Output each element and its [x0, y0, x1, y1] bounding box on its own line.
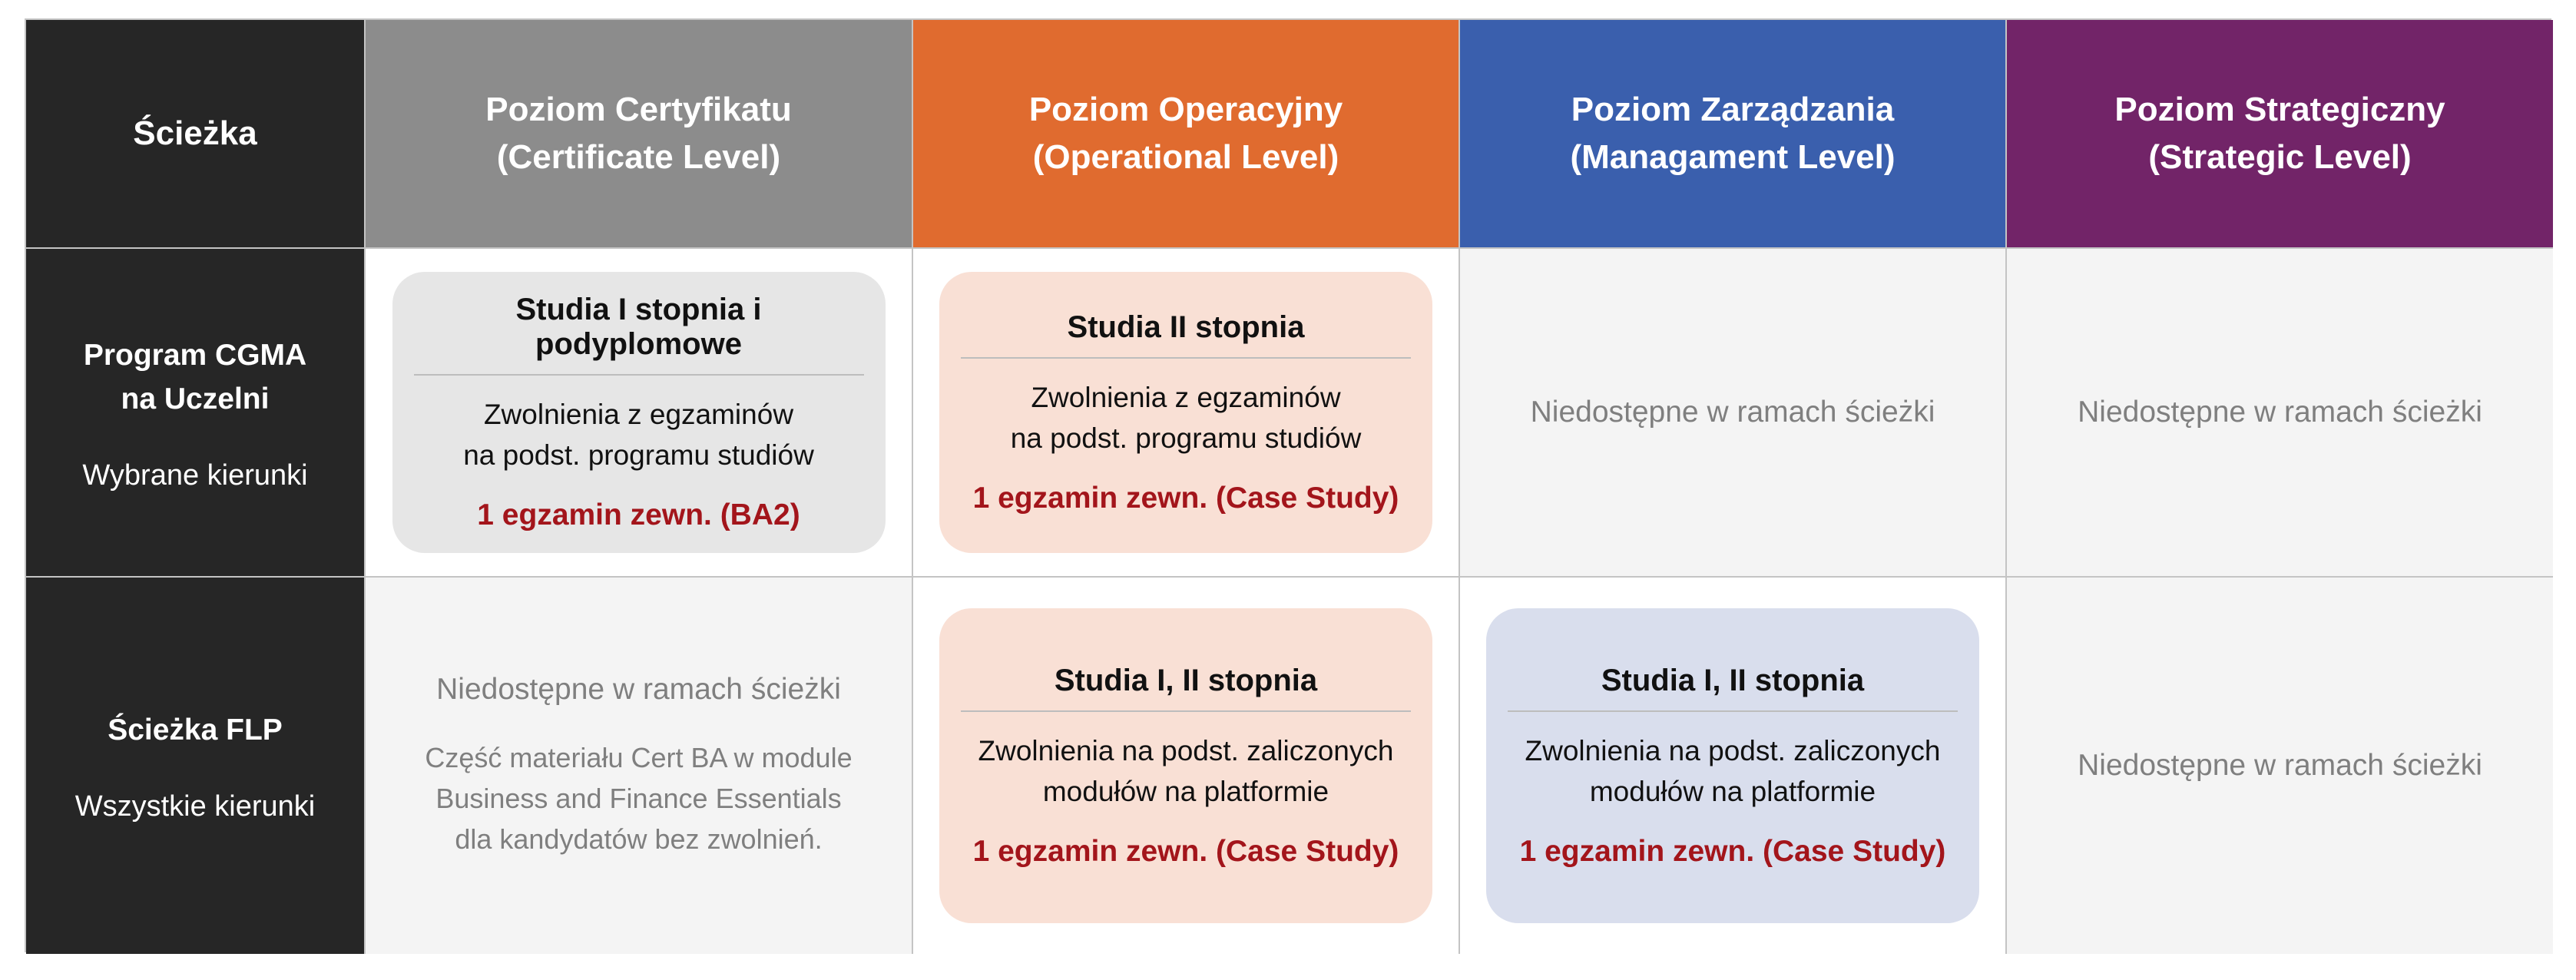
row-title-line-1: Program CGMA [83, 338, 307, 372]
cell-cgma-operational [913, 249, 1460, 578]
unavailable-text: Niedostępne w ramach ścieżki [2078, 749, 2482, 782]
card-description-line: Zwolnienia na podst. zaliczonych [978, 734, 1394, 766]
card-description-line: Zwolnienia z egzaminów [1031, 381, 1341, 413]
cert-note-line: dla kandydatów bez zwolnień. [455, 823, 823, 855]
header-certificate-level [366, 20, 913, 249]
card-description-line: modułów na platformie [1589, 775, 1876, 807]
cert-note-line: Business and Finance Essentials [435, 782, 842, 814]
header-certificate-title: Poziom Certyfikatu [485, 91, 792, 128]
cell-flp-management [1460, 578, 2007, 954]
cell-flp-certificate [366, 578, 913, 954]
unavailable-text: Niedostępne w ramach ścieżki [1530, 396, 1935, 429]
info-card [1486, 608, 1979, 923]
cell-flp-strategic [2007, 578, 2553, 954]
card-description-line: na podst. programu studiów [463, 439, 814, 471]
pathways-table [25, 18, 2551, 952]
card-exam: 1 egzamin zewn. (Case Study) [972, 481, 1399, 515]
card-exam: 1 egzamin zewn. (Case Study) [1519, 834, 1946, 868]
header-strategic-title: Poziom Strategiczny [2114, 91, 2445, 128]
unavailable-text: Niedostępne w ramach ścieżki [436, 672, 841, 706]
unavailable-text: Niedostępne w ramach ścieżki [2078, 396, 2482, 429]
card-title: Studia I, II stopnia [1508, 664, 1958, 712]
card-description-line: Zwolnienia na podst. zaliczonych [1525, 734, 1941, 766]
cert-note-line: Część materiału Cert BA w module [425, 741, 853, 773]
cert-note [425, 737, 852, 859]
row-label-flp [26, 578, 366, 954]
header-certificate-subtitle: (Certificate Level) [496, 138, 781, 176]
header-operational-subtitle: (Operational Level) [1032, 138, 1339, 176]
header-operational-title: Poziom Operacyjny [1028, 91, 1343, 128]
header-management-level [1460, 20, 2007, 249]
info-card [939, 272, 1432, 553]
card-description [1525, 730, 1941, 812]
cell-cgma-management [1460, 249, 2007, 578]
card-description [1011, 377, 1362, 459]
header-path [26, 20, 366, 249]
header-strategic-subtitle: (Strategic Level) [2148, 138, 2412, 176]
cell-cgma-certificate [366, 249, 913, 578]
row-subtitle: Wszystkie kierunki [74, 790, 316, 823]
card-description-line: modułów na platformie [1042, 775, 1329, 807]
row-title-line-1: Ścieżka FLP [108, 713, 283, 747]
info-card [392, 272, 886, 553]
card-description [978, 730, 1394, 812]
header-management-title: Poziom Zarządzania [1571, 91, 1895, 128]
row-title-line-2: na Uczelni [121, 382, 270, 416]
header-path-label: Ścieżka [133, 114, 257, 152]
card-title: Studia II stopnia [961, 310, 1411, 359]
card-exam: 1 egzamin zewn. (BA2) [477, 498, 800, 531]
header-strategic-level [2007, 20, 2553, 249]
card-title: Studia I stopnia i podyplomowe [414, 293, 864, 376]
cell-cgma-strategic [2007, 249, 2553, 578]
card-description [463, 394, 814, 475]
header-operational-level [913, 20, 1460, 249]
row-label-cgma-university [26, 249, 366, 578]
card-description-line: Zwolnienia z egzaminów [483, 399, 794, 430]
cell-flp-operational [913, 578, 1460, 954]
card-title: Studia I, II stopnia [961, 664, 1411, 712]
info-card [939, 608, 1432, 923]
card-description-line: na podst. programu studiów [1010, 422, 1362, 454]
row-subtitle: Wybrane kierunki [82, 459, 308, 492]
header-management-subtitle: (Managament Level) [1570, 138, 1896, 176]
card-exam: 1 egzamin zewn. (Case Study) [972, 834, 1399, 868]
